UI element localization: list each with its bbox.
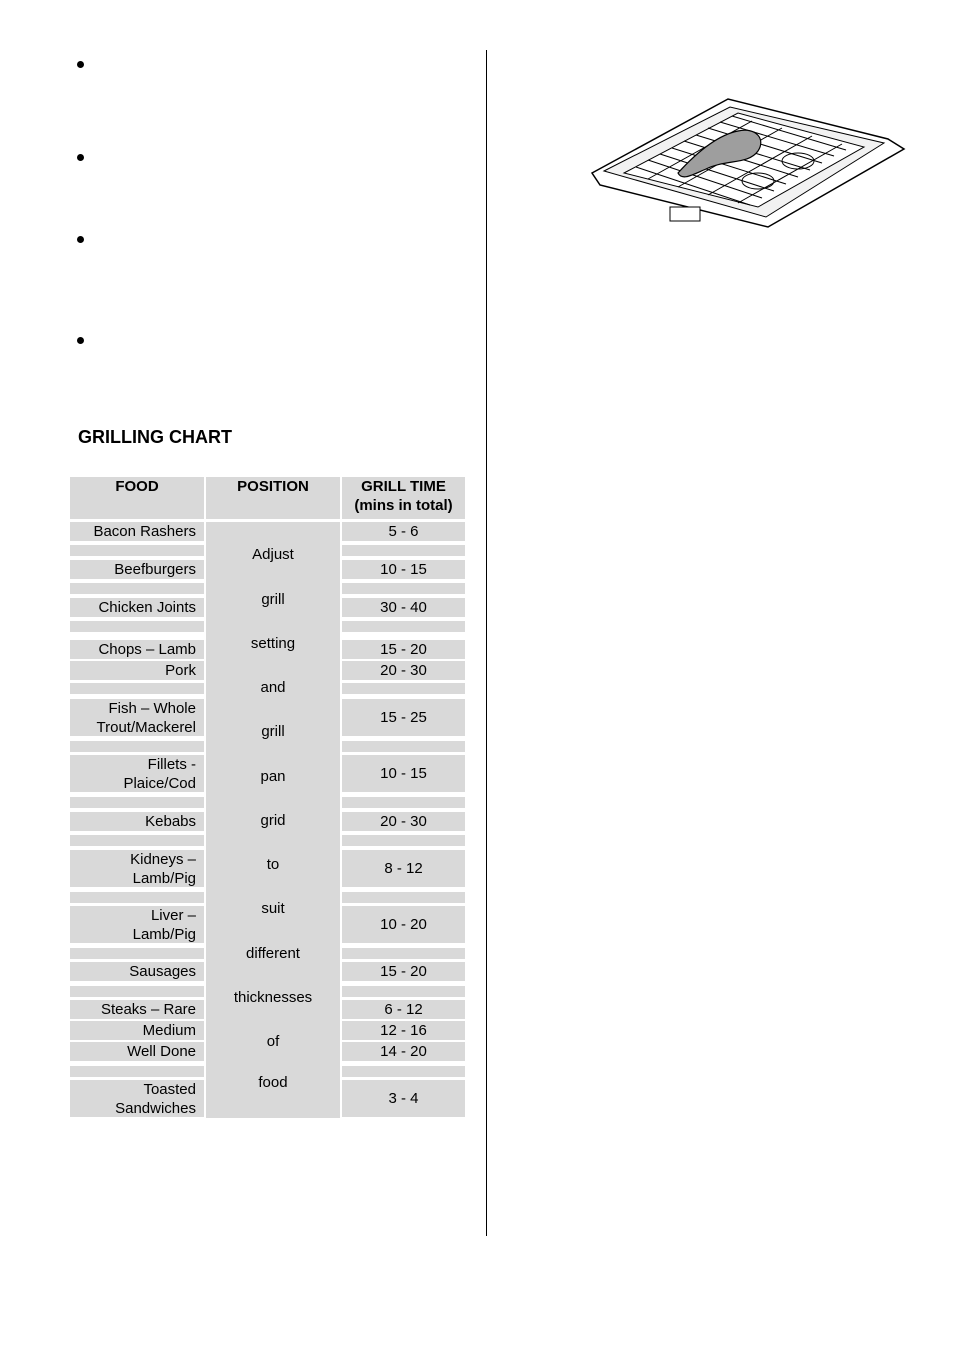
food-label: Chicken Joints	[98, 599, 196, 616]
spacer-cell	[342, 948, 465, 959]
food-cell	[70, 699, 204, 736]
grill-time-cell: 10 - 20	[342, 906, 465, 943]
position-word: pan	[260, 768, 286, 785]
grill-time-cell: 15 - 20	[342, 640, 465, 659]
position-word: grill	[261, 591, 285, 608]
position-word: to	[266, 856, 280, 873]
food-label: Plaice/Cod	[123, 775, 196, 792]
header-food: FOOD	[115, 478, 159, 495]
grill-time-cell: 3 - 4	[342, 1080, 465, 1117]
spacer-cell	[70, 683, 204, 694]
position-word: suit	[261, 900, 285, 917]
spacer-cell	[342, 621, 465, 632]
food-label: Chops – Lamb	[98, 641, 196, 658]
spacer-cell	[70, 1066, 204, 1077]
food-label: Lamb/Pig	[132, 870, 196, 887]
grill-time-cell: 15 - 20	[342, 962, 465, 981]
grill-pan-with-grid-and-steak-icon	[588, 95, 908, 235]
spacer-cell	[70, 797, 204, 808]
food-label: Well Done	[127, 1043, 196, 1060]
grill-time-cell: 20 - 30	[342, 812, 465, 831]
position-word: grid	[260, 812, 286, 829]
food-cell	[70, 1042, 204, 1061]
food-cell	[70, 755, 204, 792]
grill-time-cell: 30 - 40	[342, 598, 465, 617]
food-label: Liver –	[150, 907, 196, 924]
spacer-cell	[342, 1066, 465, 1077]
position-word: different	[246, 945, 300, 962]
food-label: Bacon Rashers	[93, 523, 196, 540]
food-label: Pork	[165, 662, 196, 679]
food-cell	[70, 640, 204, 659]
grill-time-cell: 6 - 12	[342, 1000, 465, 1019]
food-label: Toasted	[143, 1081, 196, 1098]
spacer-cell	[70, 545, 204, 556]
food-label: Fillets -	[147, 756, 196, 773]
spacer-cell	[70, 741, 204, 752]
position-word: grill	[261, 723, 285, 740]
food-label: Sandwiches	[115, 1100, 196, 1117]
spacer-cell	[70, 621, 204, 632]
header-grill-time: GRILL TIME	[361, 478, 446, 495]
grill-time-cell: 12 - 16	[342, 1021, 465, 1040]
spacer-cell	[70, 986, 204, 997]
spacer-cell	[70, 948, 204, 959]
spacer-cell	[342, 741, 465, 752]
food-label: Lamb/Pig	[132, 926, 196, 943]
spacer-cell	[342, 583, 465, 594]
position-word: setting	[250, 635, 296, 652]
food-label: Steaks – Rare	[100, 1001, 196, 1018]
food-cell	[70, 1080, 204, 1117]
grill-time-cell: 10 - 15	[342, 560, 465, 579]
header-position: POSITION	[237, 478, 309, 495]
spacer-cell	[342, 683, 465, 694]
food-label: Fish – Whole	[108, 700, 196, 717]
spacer-cell	[70, 583, 204, 594]
food-cell	[70, 962, 204, 981]
bullet-point-1	[77, 61, 86, 70]
food-cell	[70, 1021, 204, 1040]
position-word: Adjust	[252, 546, 294, 563]
spacer-cell	[70, 892, 204, 903]
position-word: food	[258, 1074, 288, 1091]
header-grill-time-unit: (mins in total)	[354, 497, 453, 514]
food-cell	[70, 560, 204, 579]
spacer-cell	[342, 892, 465, 903]
food-cell	[70, 661, 204, 680]
grill-time-cell: 20 - 30	[342, 661, 465, 680]
spacer-cell	[342, 986, 465, 997]
food-cell	[70, 598, 204, 617]
grill-time-cell: 8 - 12	[342, 850, 465, 887]
grill-time-cell: 15 - 25	[342, 699, 465, 736]
bullet-point-4	[77, 337, 86, 346]
position-word: of	[266, 1033, 280, 1050]
column-divider	[486, 50, 487, 1236]
position-word: and	[260, 679, 286, 696]
food-cell	[70, 906, 204, 943]
food-label: Beefburgers	[114, 561, 196, 578]
spacer-cell	[342, 545, 465, 556]
spacer-cell	[70, 835, 204, 846]
position-word: thicknesses	[233, 989, 313, 1006]
food-cell	[70, 850, 204, 887]
food-label: Trout/Mackerel	[96, 719, 196, 736]
food-cell	[70, 812, 204, 831]
grill-time-cell: 10 - 15	[342, 755, 465, 792]
grill-time-cell: 14 - 20	[342, 1042, 465, 1061]
food-label: Sausages	[129, 963, 196, 980]
grill-time-cell: 5 - 6	[342, 522, 465, 541]
spacer-cell	[342, 797, 465, 808]
grilling-chart-heading: GRILLING CHART	[78, 427, 232, 447]
spacer-cell	[342, 835, 465, 846]
bullet-point-2	[77, 154, 86, 163]
food-label: Medium	[142, 1022, 196, 1039]
food-label: Kidneys –	[130, 851, 196, 868]
food-label: Kebabs	[145, 813, 196, 830]
position-column	[206, 522, 340, 1118]
food-cell	[70, 1000, 204, 1019]
bullet-point-3	[77, 236, 86, 245]
food-cell	[70, 522, 204, 541]
